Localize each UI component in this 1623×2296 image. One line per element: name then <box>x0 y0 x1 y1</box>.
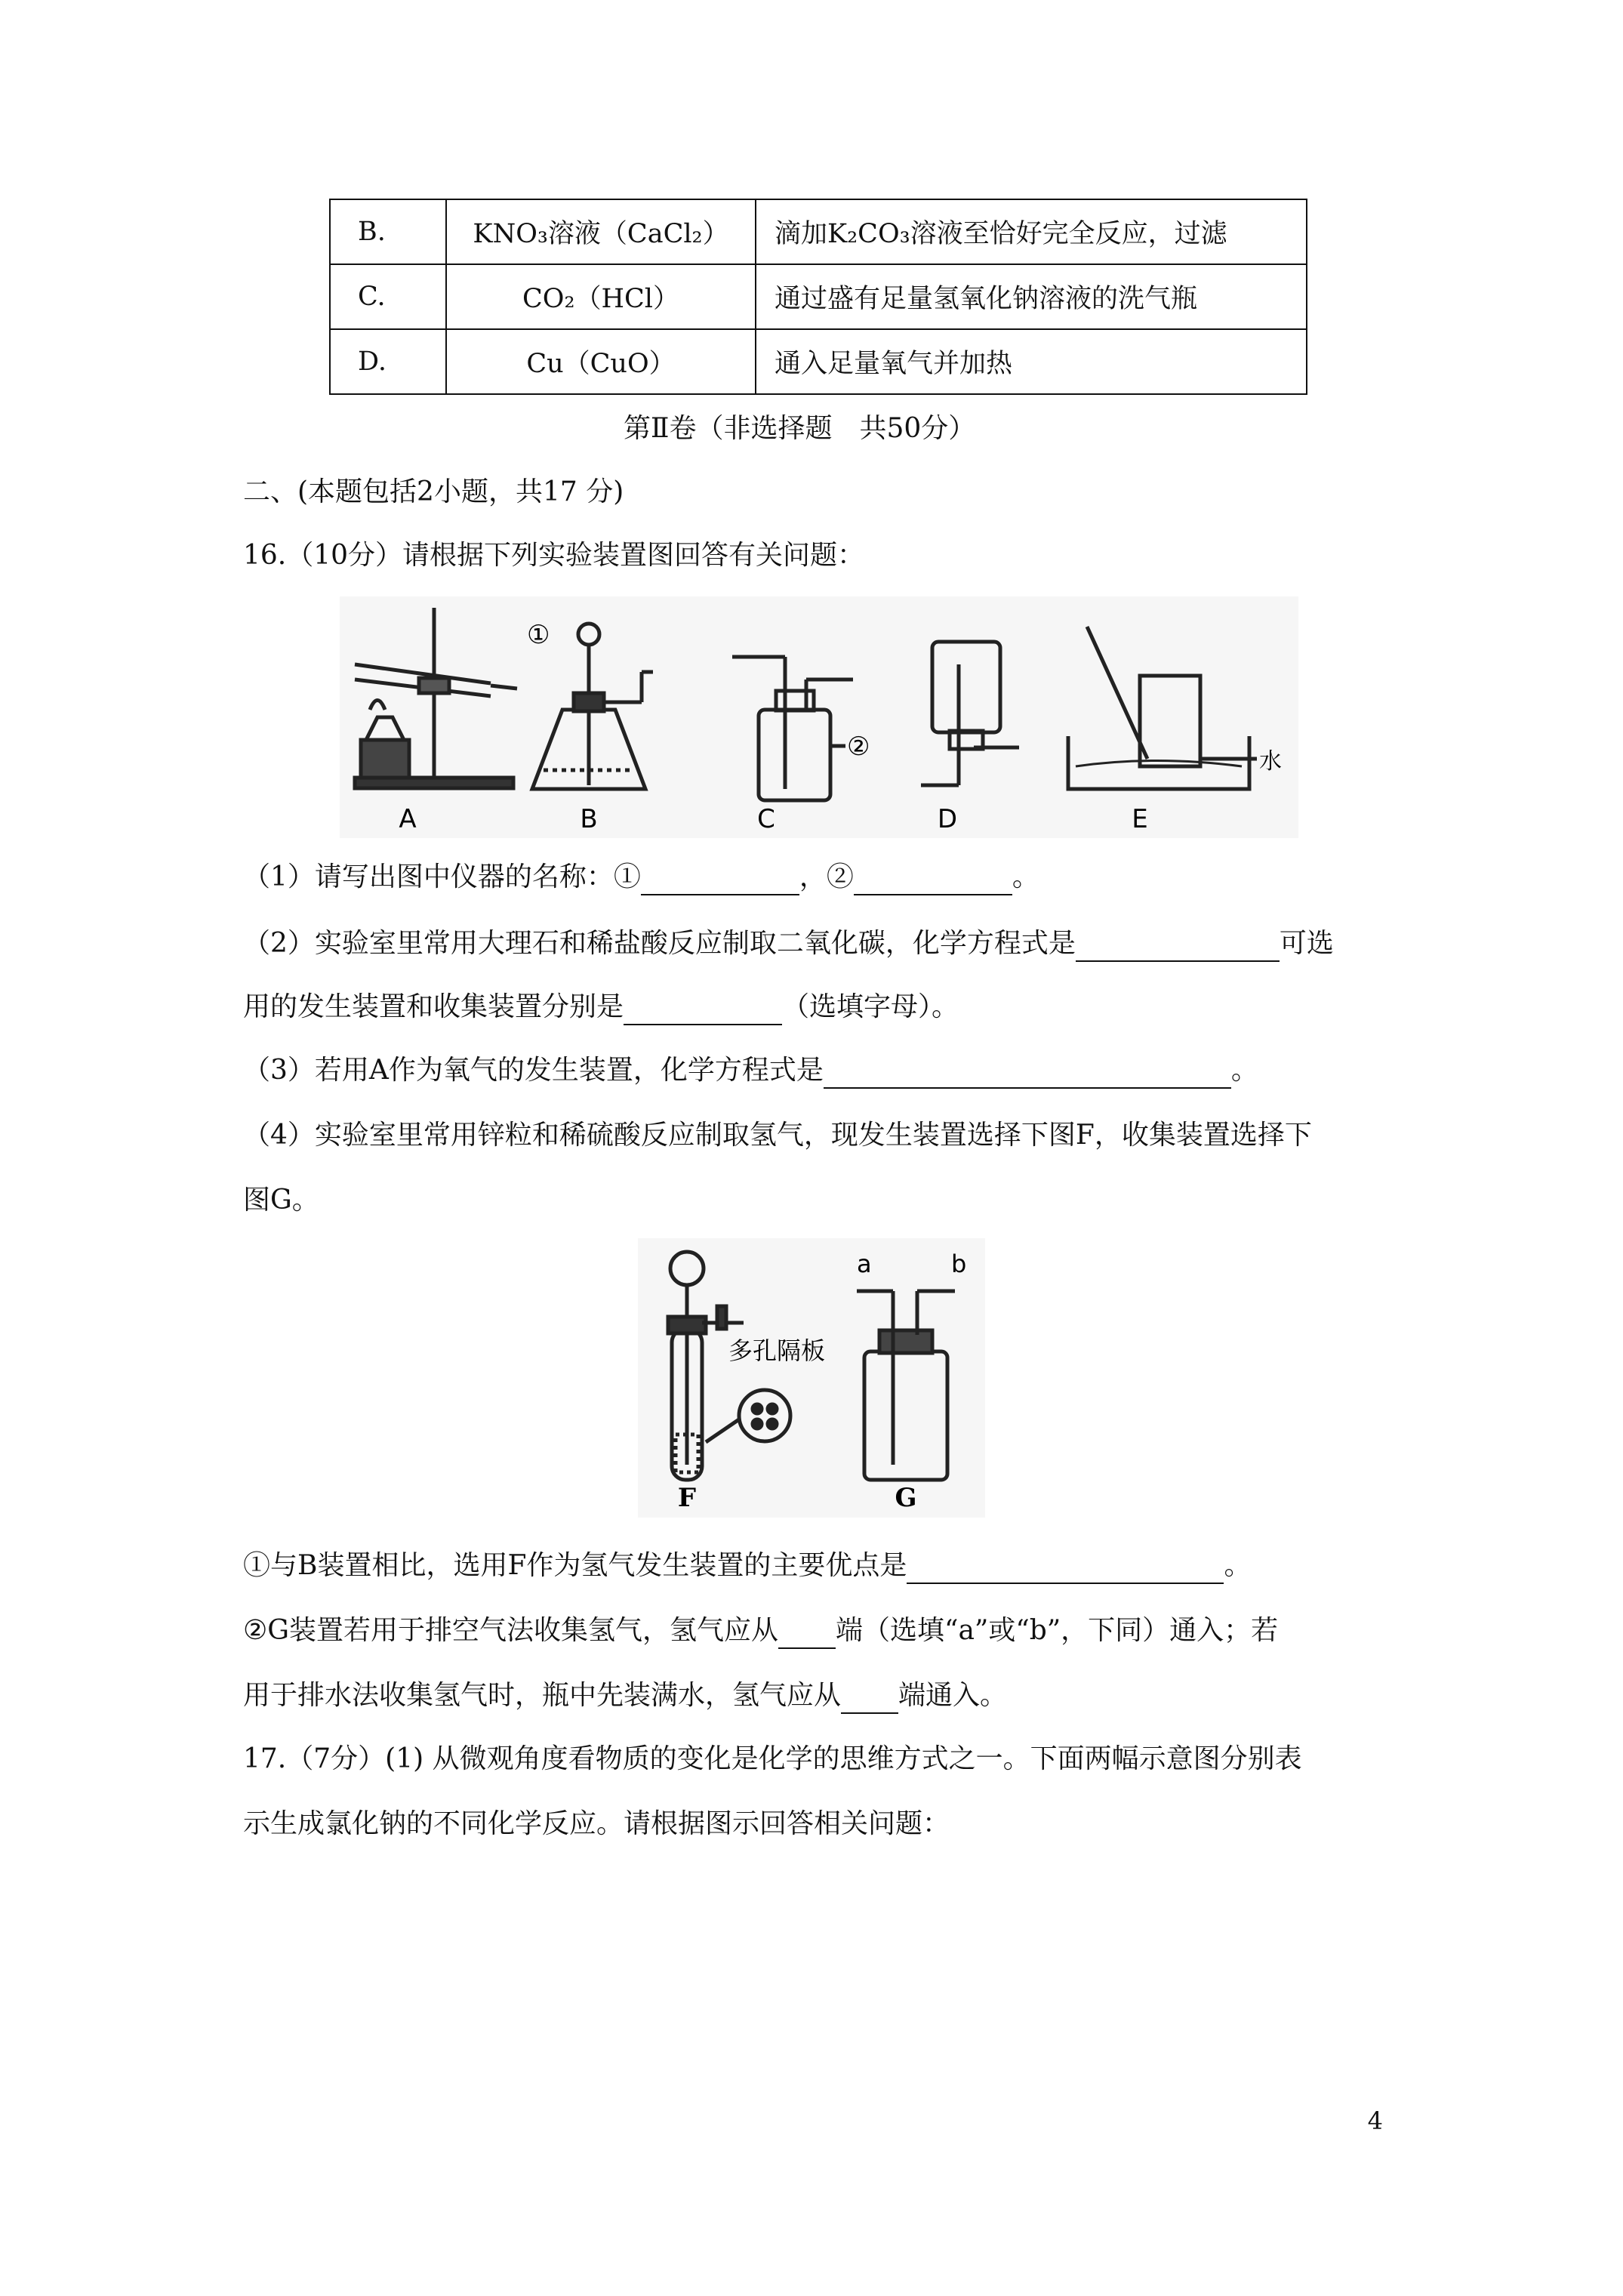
answer-blank[interactable] <box>907 1554 1224 1584</box>
q16-sub2-text: ②G装置若用于排空气法收集氢气，氢气应从 <box>243 1615 779 1646</box>
q16-sub2-line2 <box>243 1678 1007 1714</box>
label-b: B <box>580 804 598 834</box>
plate-label: 多孔隔板 <box>728 1336 826 1365</box>
table-row <box>330 329 1307 394</box>
row-method: 通过盛有足量氢氧化钠溶液的洗气瓶 <box>756 264 1307 329</box>
marker1-label: ① <box>527 620 550 650</box>
page-number: 4 <box>1367 2106 1383 2135</box>
q16-part1 <box>243 859 1039 895</box>
q16-part3-text: 。 <box>1230 1055 1258 1086</box>
q16-part1-text: （1）请写出图中仪器的名称：① <box>243 861 641 892</box>
q16-part2-text: 可选 <box>1279 928 1334 959</box>
answer-blank[interactable] <box>778 1619 836 1649</box>
row-label: D. <box>330 329 446 394</box>
part-heading: 二、(本题包括2小题，共17 分) <box>243 476 624 507</box>
apparatus-figure-f-g <box>638 1238 985 1518</box>
answer-blank[interactable] <box>854 865 1012 895</box>
q16-part3-text: （3）若用A作为氧气的发生装置，化学方程式是 <box>243 1055 824 1086</box>
marker2-label: ② <box>847 732 870 762</box>
row-label: B. <box>330 199 446 264</box>
q16-part4-line2: 图G。 <box>243 1185 319 1216</box>
q16-part4-line1: （4）实验室里常用锌粒和稀硫酸反应制取氢气，现发生装置选择下图F，收集装置选择下 <box>243 1120 1312 1151</box>
row-substance: KNO₃溶液（CaCl₂） <box>446 199 756 264</box>
label-port-b: b <box>951 1250 967 1278</box>
row-label: C. <box>330 264 446 329</box>
label-c: C <box>757 804 775 834</box>
row-method: 滴加K₂CO₃溶液至恰好完全反应，过滤 <box>756 199 1307 264</box>
label-d: D <box>937 804 958 834</box>
q16-part2-line2 <box>243 989 959 1025</box>
options-table <box>329 199 1307 395</box>
table-row <box>330 264 1307 329</box>
q17-line1: 17.（7分）(1) 从微观角度看物质的变化是化学的思维方式之一。下面两幅示意图分别表 <box>243 1743 1302 1774</box>
q16-part2-text: （选填字母）。 <box>782 991 959 1022</box>
row-substance: CO₂（HCl） <box>446 264 756 329</box>
answer-blank[interactable] <box>841 1684 898 1714</box>
q16-part1-text: ，② <box>799 861 854 892</box>
q16-sub2-text: 用于排水法收集氢气时，瓶中先装满水，氢气应从 <box>243 1680 842 1711</box>
q16-sub1 <box>243 1548 1251 1584</box>
q16-sub2-text: 端（选填“a”或“b”，下同）通入；若 <box>836 1615 1279 1646</box>
answer-blank[interactable] <box>624 995 782 1025</box>
answer-blank[interactable] <box>824 1059 1231 1089</box>
q16-sub1-text: ①与B装置相比，选用F作为氢气发生装置的主要优点是 <box>243 1550 907 1581</box>
q16-sub1-text: 。 <box>1224 1550 1252 1581</box>
label-port-a: a <box>857 1250 872 1278</box>
q16-part1-text: 。 <box>1012 861 1039 892</box>
q16-stem: 16.（10分）请根据下列实验装置图回答有关问题： <box>243 540 865 571</box>
section-title: 第Ⅱ卷（非选择题 共50分） <box>624 413 976 444</box>
q17-line2: 示生成氯化钠的不同化学反应。请根据图示回答相关问题： <box>243 1808 950 1839</box>
q16-part2-text: 用的发生装置和收集装置分别是 <box>243 991 624 1022</box>
q16-sub2-text: 端通入。 <box>898 1680 1008 1711</box>
q16-part2-line1 <box>243 926 1334 962</box>
answer-blank[interactable] <box>641 865 799 895</box>
table-row <box>330 199 1307 264</box>
label-a: A <box>399 804 417 834</box>
row-method: 通入足量氧气并加热 <box>756 329 1307 394</box>
water-label: 水 <box>1259 748 1282 775</box>
q16-part3 <box>243 1052 1258 1089</box>
answer-blank[interactable] <box>1076 932 1280 962</box>
row-substance: Cu（CuO） <box>446 329 756 394</box>
label-f: F <box>677 1483 697 1513</box>
label-e: E <box>1132 804 1148 834</box>
q16-sub2-line1 <box>243 1613 1278 1649</box>
apparatus-figure-a-to-e <box>340 596 1298 838</box>
q16-part2-text: （2）实验室里常用大理石和稀盐酸反应制取二氧化碳，化学方程式是 <box>243 928 1076 959</box>
label-g: G <box>895 1483 917 1513</box>
